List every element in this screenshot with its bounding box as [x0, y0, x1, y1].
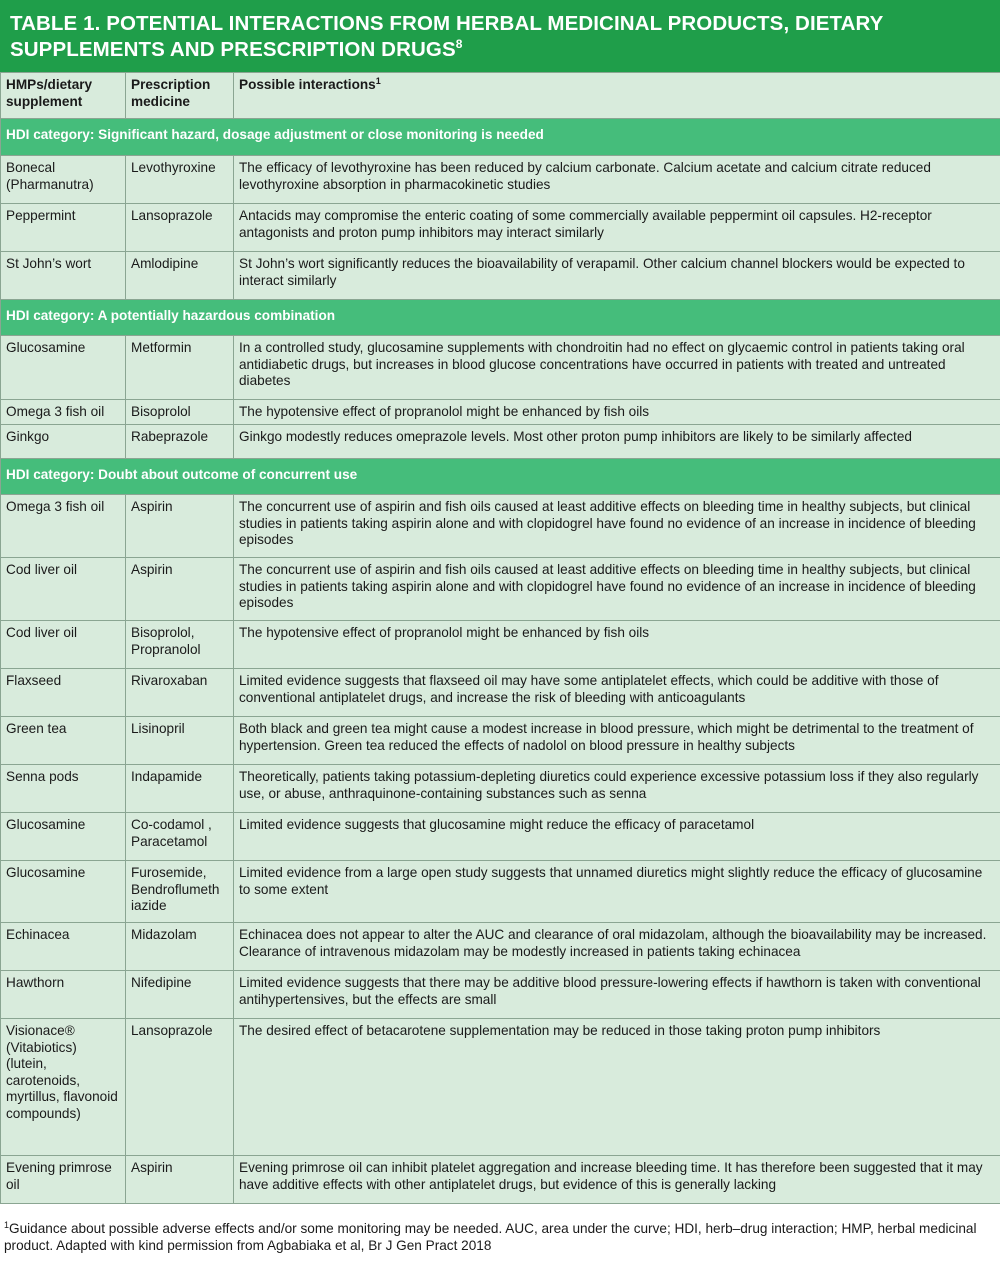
- table-row: [1, 156, 1000, 204]
- interaction-cell: The concurrent use of aspirin and fish oils caused at least additive effects on bleeding time in healthy subjects, but clinical studies in patients taking aspirin alone and with clopidogrel have found no evidence of an increase in incidence of bleeding episodes: [234, 495, 1000, 558]
- hmp-cell: Bonecal (Pharmanutra): [1, 156, 126, 204]
- table-row: [1, 1156, 1000, 1204]
- header-interaction-ref: 1: [375, 76, 381, 86]
- interaction-cell: Limited evidence suggests that glucosamine might reduce the efficacy of paracetamol: [234, 813, 1000, 861]
- title-reference: 8: [455, 37, 463, 51]
- hmp-cell: Glucosamine: [1, 861, 126, 923]
- table-row: [1, 765, 1000, 813]
- table-row: [1, 400, 1000, 425]
- table-title-text: TABLE 1. POTENTIAL INTERACTIONS FROM HERBAL MEDICINAL PRODUCTS, DIETARY SUPPLEMENTS AND PRESCRIPTION DRUGS: [10, 12, 884, 61]
- footnote: [0, 1220, 1000, 1254]
- drug-cell: Lisinopril: [126, 717, 234, 765]
- hmp-cell: Visionace® (Vitabiotics) (lutein, carotenoids, myrtillus, flavonoid compounds): [1, 1019, 126, 1156]
- interaction-cell: Theoretically, patients taking potassium-depleting diuretics could experience excessive potassium loss if they also regularly use, or abuse, anthraquinone-containing substances such as senna: [234, 765, 1000, 813]
- header-row: [1, 73, 1000, 119]
- header-hmp: HMPs/dietary supplement: [1, 73, 126, 119]
- table-row: [1, 1019, 1000, 1156]
- category-row: [1, 300, 1000, 336]
- hmp-cell: Ginkgo: [1, 425, 126, 459]
- drug-cell: Bisoprolol, Propranolol: [126, 621, 234, 669]
- header-interaction: [234, 73, 1000, 119]
- table-row: [1, 717, 1000, 765]
- drug-cell: Nifedipine: [126, 971, 234, 1019]
- interaction-cell: Ginkgo modestly reduces omeprazole levels. Most other proton pump inhibitors are likely to be similarly affected: [234, 425, 1000, 459]
- interaction-cell: St John’s wort significantly reduces the bioavailability of verapamil. Other calcium channel blockers would be expected to interact similarly: [234, 252, 1000, 300]
- category-label: HDI category: A potentially hazardous combination: [1, 300, 1000, 336]
- hmp-cell: Peppermint: [1, 204, 126, 252]
- hmp-cell: Glucosamine: [1, 336, 126, 400]
- table-row: [1, 558, 1000, 621]
- table-row: [1, 204, 1000, 252]
- category-label: HDI category: Doubt about outcome of concurrent use: [1, 459, 1000, 495]
- interaction-cell: Antacids may compromise the enteric coating of some commercially available peppermint oil capsules. H2-receptor antagonists and proton pump inhibitors may interact similarly: [234, 204, 1000, 252]
- hmp-cell: Evening primrose oil: [1, 1156, 126, 1204]
- interactions-table: [0, 72, 1000, 1204]
- category-row: [1, 459, 1000, 495]
- header-drug: Prescription medicine: [126, 73, 234, 119]
- interaction-cell: The concurrent use of aspirin and fish oils caused at least additive effects on bleeding time in healthy subjects, but clinical studies in patients taking aspirin alone and with clopidogrel have found no evidence of an increase in incidence of bleeding episodes: [234, 558, 1000, 621]
- table-row: [1, 336, 1000, 400]
- interaction-cell: The efficacy of levothyroxine has been reduced by calcium carbonate. Calcium acetate and calcium citrate reduced levothyroxine absorption in pharmacokinetic studies: [234, 156, 1000, 204]
- table-row: [1, 971, 1000, 1019]
- table-row: [1, 425, 1000, 459]
- header-interaction-label: Possible interactions: [239, 77, 376, 92]
- interaction-cell: The hypotensive effect of propranolol might be enhanced by fish oils: [234, 400, 1000, 425]
- table-row: [1, 495, 1000, 558]
- interaction-cell: Both black and green tea might cause a modest increase in blood pressure, which might be detrimental to the treatment of hypertension. Green tea reduced the effects of nadolol on blood pressure in healthy subjects: [234, 717, 1000, 765]
- drug-cell: Aspirin: [126, 495, 234, 558]
- table-row: [1, 923, 1000, 971]
- interaction-cell: Evening primrose oil can inhibit platelet aggregation and increase bleeding time. It has therefore been suggested that it may have additive effects with other antiplatelet drugs, but evidence of this is generally lacking: [234, 1156, 1000, 1204]
- drug-cell: Midazolam: [126, 923, 234, 971]
- table-row: [1, 861, 1000, 923]
- interaction-cell: In a controlled study, glucosamine supplements with chondroitin had no effect on glycaemic control in patients taking oral antidiabetic drugs, but increases in blood glucose concentrations have occurred in patients with treated and untreated diabetes: [234, 336, 1000, 400]
- table-row: [1, 813, 1000, 861]
- interaction-cell: Limited evidence from a large open study suggests that unnamed diuretics might slightly reduce the efficacy of glucosamine to some extent: [234, 861, 1000, 923]
- interaction-cell: The hypotensive effect of propranolol might be enhanced by fish oils: [234, 621, 1000, 669]
- category-row: [1, 119, 1000, 156]
- hmp-cell: Omega 3 fish oil: [1, 495, 126, 558]
- drug-cell: Indapamide: [126, 765, 234, 813]
- drug-cell: Rabeprazole: [126, 425, 234, 459]
- hmp-cell: Senna pods: [1, 765, 126, 813]
- table-row: [1, 621, 1000, 669]
- interaction-cell: Limited evidence suggests that there may be additive blood pressure-lowering effects if hawthorn is taken with conventional antihypertensives, but the effects are small: [234, 971, 1000, 1019]
- category-label: HDI category: Significant hazard, dosage adjustment or close monitoring is needed: [1, 119, 1000, 156]
- hmp-cell: Cod liver oil: [1, 621, 126, 669]
- hmp-cell: Glucosamine: [1, 813, 126, 861]
- drug-cell: Lansoprazole: [126, 204, 234, 252]
- drug-cell: Metformin: [126, 336, 234, 400]
- interaction-cell: Echinacea does not appear to alter the AUC and clearance of oral midazolam, although the bioavailability may be increased. Clearance of intravenous midazolam may be modestly increased in patients taking echinacea: [234, 923, 1000, 971]
- hmp-cell: Echinacea: [1, 923, 126, 971]
- table-row: [1, 252, 1000, 300]
- drug-cell: Co-codamol , Paracetamol: [126, 813, 234, 861]
- hmp-cell: St John’s wort: [1, 252, 126, 300]
- drug-cell: Lansoprazole: [126, 1019, 234, 1156]
- drug-cell: Aspirin: [126, 558, 234, 621]
- interaction-cell: The desired effect of betacarotene supplementation may be reduced in those taking proton pump inhibitors: [234, 1019, 1000, 1156]
- drug-cell: Bisoprolol: [126, 400, 234, 425]
- hmp-cell: Hawthorn: [1, 971, 126, 1019]
- footnote-ref: 1: [4, 1220, 10, 1230]
- table-row: [1, 669, 1000, 717]
- table-title: [0, 0, 1000, 72]
- hmp-cell: Green tea: [1, 717, 126, 765]
- hmp-cell: Cod liver oil: [1, 558, 126, 621]
- drug-cell: Levothyroxine: [126, 156, 234, 204]
- drug-cell: Amlodipine: [126, 252, 234, 300]
- drug-cell: Aspirin: [126, 1156, 234, 1204]
- hmp-cell: Omega 3 fish oil: [1, 400, 126, 425]
- footnote-text: Guidance about possible adverse effects and/or some monitoring may be needed. AUC, area under the curve; HDI, herb–drug interaction; HMP, herbal medicinal product. Adapted with kind permission from Agbabiaka et al, Br J Gen Pract 2018: [4, 1221, 977, 1253]
- hmp-cell: Flaxseed: [1, 669, 126, 717]
- interaction-cell: Limited evidence suggests that flaxseed oil may have some antiplatelet effects, which could be additive with those of conventional antiplatelet drugs, and increase the risk of bleeding with anticoagulants: [234, 669, 1000, 717]
- drug-cell: Rivaroxaban: [126, 669, 234, 717]
- drug-cell: Furosemide, Bendroflumeth iazide: [126, 861, 234, 923]
